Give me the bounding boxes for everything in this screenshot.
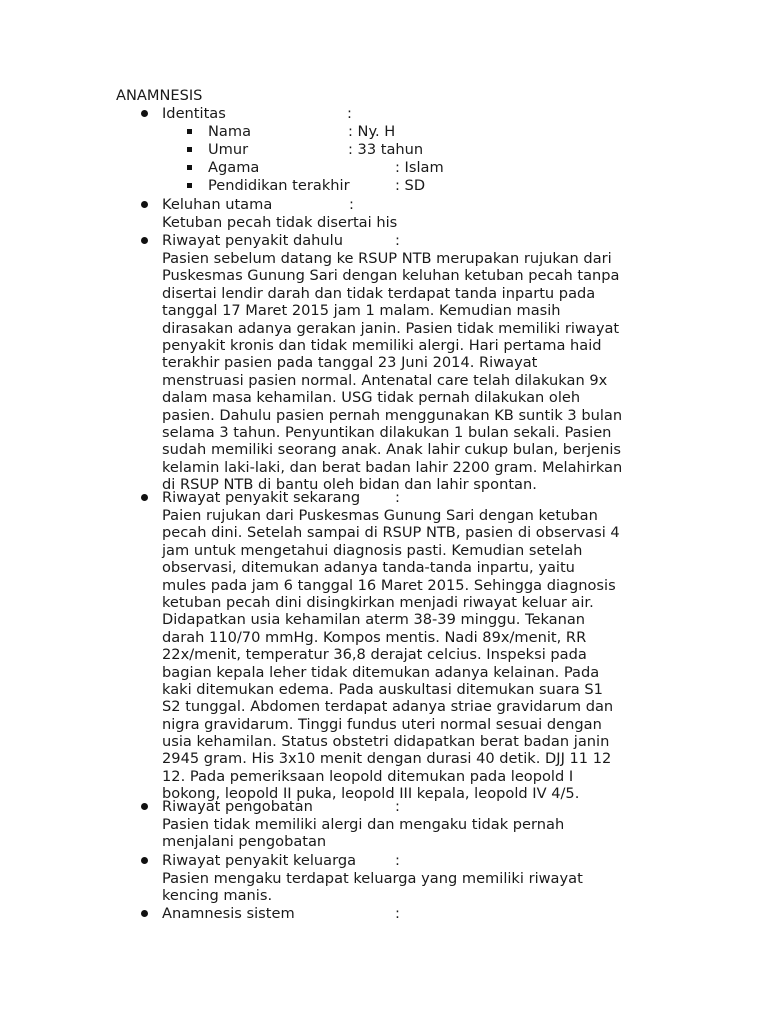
field-label: Umur xyxy=(208,141,249,158)
field-value: : 33 tahun xyxy=(348,141,424,158)
text-line: S2 tunggal. Abdomen terdapat adanya striae gravidarum dan xyxy=(162,698,614,716)
text-line: Paien rujukan dari Puskesmas Gunung Sari dengan ketuban xyxy=(162,507,598,524)
text-line: 12. Pada pemeriksaan leopold ditemukan pada leopold I xyxy=(162,767,574,785)
identitas-colon: : xyxy=(347,105,352,122)
section-colon: : xyxy=(395,798,400,815)
section-label: Riwayat pengobatan xyxy=(162,798,313,815)
section-label: Riwayat penyakit sekarang xyxy=(162,489,361,506)
section-colon: : xyxy=(349,196,354,213)
identitas-label: Identitas xyxy=(162,105,226,122)
text-line: menjalani pengobatan xyxy=(162,833,327,851)
text-line: kencing manis. xyxy=(162,887,273,905)
text-line: sudah memiliki seorang anak. Anak lahir cukup bulan, berjenis xyxy=(162,441,621,459)
text-line: bokong, leopold II puka, leopold III kepala, leopold IV 4/5. xyxy=(162,785,580,803)
riwayat-dahulu-text xyxy=(162,250,662,493)
square-bullet-icon xyxy=(187,129,192,134)
bullet-icon xyxy=(141,110,148,117)
text-line: Pasien sebelum datang ke RSUP NTB merupakan rujukan dari xyxy=(162,250,612,267)
field-label: Nama xyxy=(208,123,252,140)
text-line: disertai lendir darah dan tidak terdapat tanda inpartu pada xyxy=(162,284,596,302)
text-line: Didapatkan usia kehamilan aterm 38-39 minggu. Tekanan xyxy=(162,611,586,629)
text-line: pecah dini. Setelah sampai di RSUP NTB, pasien di observasi 4 xyxy=(162,524,620,542)
square-bullet-icon xyxy=(187,183,192,188)
text-line: Ketuban pecah tidak disertai his xyxy=(162,214,398,231)
section-colon: : xyxy=(395,905,400,922)
text-line: dirasakan adanya gerakan janin. Pasien tidak memiliki riwayat xyxy=(162,319,620,337)
square-bullet-icon xyxy=(187,147,192,152)
section-colon: : xyxy=(395,489,400,506)
text-line: 22x/menit, temperatur 36,8 derajat celcius. Inspeksi pada xyxy=(162,646,587,664)
section-label: Riwayat penyakit dahulu xyxy=(162,232,343,249)
text-line: pasien. Dahulu pasien pernah menggunakan KB suntik 3 bulan xyxy=(162,406,623,424)
text-line: bagian kepala leher tidak ditemukan adanya kelainan. Pada xyxy=(162,663,600,681)
section-colon: : xyxy=(395,232,400,249)
text-line: 2945 gram. His 3x10 menit dengan durasi 40 detik. DJJ 11 12 xyxy=(162,750,612,768)
riwayat-pengobatan-text xyxy=(162,816,662,851)
text-line: kaki ditemukan edema. Pada auskultasi ditemukan suara S1 xyxy=(162,680,603,698)
section-label: Keluhan utama xyxy=(162,196,273,213)
text-line: selama 3 tahun. Penyuntikan dilakukan 1 bulan sekali. Pasien xyxy=(162,423,612,441)
text-line: Pasien mengaku terdapat keluarga yang memiliki riwayat xyxy=(162,870,583,887)
text-line: terakhir pasien pada tanggal 23 Juni 2014. Riwayat xyxy=(162,354,538,372)
riwayat-keluarga-text xyxy=(162,870,662,905)
text-line: nigra gravidarum. Tinggi fundus uteri normal sesuai dengan xyxy=(162,715,602,733)
document-title: ANAMNESIS xyxy=(116,87,203,104)
section-colon: : xyxy=(395,852,400,869)
text-line: darah 110/70 mmHg. Kompos mentis. Nadi 89x/menit, RR xyxy=(162,628,587,646)
field-value: : Islam xyxy=(395,159,444,176)
field-label: Pendidikan terakhir xyxy=(208,177,350,194)
text-line: tanggal 17 Maret 2015 jam 1 malam. Kemudian masih xyxy=(162,302,561,320)
text-line: ketuban pecah dini disingkirkan menjadi riwayat keluar air. xyxy=(162,593,594,611)
bullet-icon xyxy=(141,201,148,208)
text-line: menstruasi pasien normal. Antenatal care telah dilakukan 9x xyxy=(162,371,608,389)
field-value: : Ny. H xyxy=(348,123,396,140)
text-line: penyakit kronis dan tidak memiliki alergi. Hari pertama haid xyxy=(162,336,602,354)
section-label: Anamnesis sistem xyxy=(162,905,295,922)
text-line: jam untuk mengetahui diagnosis pasti. Kemudian setelah xyxy=(162,541,583,559)
keluhan-utama-text xyxy=(162,214,662,231)
text-line: Pasien tidak memiliki alergi dan mengaku tidak pernah xyxy=(162,816,565,833)
section-label: Riwayat penyakit keluarga xyxy=(162,852,357,869)
text-line: Puskesmas Gunung Sari dengan keluhan ketuban pecah tanpa xyxy=(162,267,620,285)
text-line: kelamin laki-laki, dan berat badan lahir 2200 gram. Melahirkan xyxy=(162,458,623,476)
riwayat-sekarang-text xyxy=(162,507,662,803)
field-value: : SD xyxy=(395,177,426,194)
text-line: mules pada jam 6 tanggal 16 Maret 2015. Sehingga diagnosis xyxy=(162,576,616,594)
text-line: dalam masa kehamilan. USG tidak pernah dilakukan oleh xyxy=(162,389,581,407)
bullet-icon xyxy=(141,237,148,244)
field-label: Agama xyxy=(208,159,260,176)
text-line: usia kehamilan. Status obstetri didapatkan berat badan janin xyxy=(162,733,610,751)
text-line: observasi, ditemukan adanya tanda-tanda inpartu, yaitu xyxy=(162,559,575,577)
bullet-icon xyxy=(141,910,148,917)
bullet-icon xyxy=(141,857,148,864)
bullet-icon xyxy=(141,494,148,501)
square-bullet-icon xyxy=(187,165,192,170)
text-line: di RSUP NTB di bantu oleh bidan dan lahir spontan. xyxy=(162,476,537,494)
bullet-icon xyxy=(141,803,148,810)
